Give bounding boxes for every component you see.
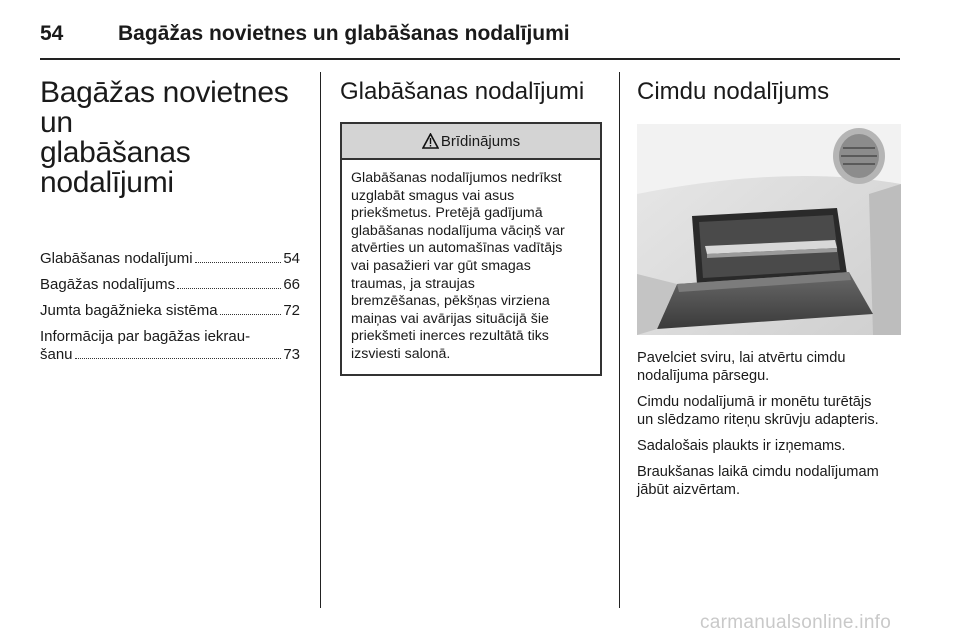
column-divider [619,72,620,608]
chapter-title: Bagāžas novietnes un glabāšanas nodalījumi [40,76,289,199]
warning-title: Brīdinājums [440,132,521,150]
glovebox-text [637,349,901,499]
column-divider [320,72,321,608]
storage-column [340,66,602,376]
paragraph: Pavelciet sviru, lai atvērtu cimdu nodalījuma pārsegu. [637,350,846,384]
glovebox-column [637,66,901,507]
leader-dots [195,262,282,263]
paragraph: Braukšanas laikā cimdu nodalījumam jābūt aizvērtam. [637,464,879,498]
warning-triangle-icon [422,133,439,149]
toc-entry[interactable]: Bagāžas nodalījums 66 [40,276,300,293]
watermark: carmanualsonline.info [700,612,892,633]
toc-entry[interactable]: Jumta bagāžnieka sistēma 72 [40,302,300,319]
warning-text: Glabāšanas nodalījumos nedrīkst uzglabāt smagus vai asus priekšmetus. Pretējā gadījumā glabāšanas nodalījuma vāciņš var atvērties un automašīnas vadītājs vai pasažieri var gūt smagas traumas, ja straujas bremzēšanas, pēkšņas virziena maiņas vai avārijas situācijā šie priekšmeti inerces rezultātā tiks izsviesti salonā. [351,170,565,362]
section-title-storage: Glabāšanas nodalījumi [340,78,585,105]
warning-header [342,124,600,160]
glovebox-photo [637,124,901,335]
toc-entry[interactable]: Informācija par bagāžas iekrau- šanu 73 [40,328,300,363]
paragraph: Cimdu nodalījumā ir monētu turētājs un slēdzamo riteņu skrūvju adapteris. [637,394,879,428]
paragraph: Sadalošais plaukts ir izņemams. [637,438,846,454]
leader-dots [220,314,282,315]
section-title-glovebox: Cimdu nodalījums [637,78,830,105]
table-of-contents [40,250,300,364]
chapter-column [40,66,300,372]
leader-dots [177,288,281,289]
warning-box [340,122,602,376]
toc-entry[interactable]: Glabāšanas nodalījumi 54 [40,250,300,267]
page-number: 54 [40,22,64,45]
running-header-title: Bagāžas novietnes un glabāšanas nodalījumi [118,22,570,45]
page-header [40,18,900,60]
leader-dots [75,358,282,359]
